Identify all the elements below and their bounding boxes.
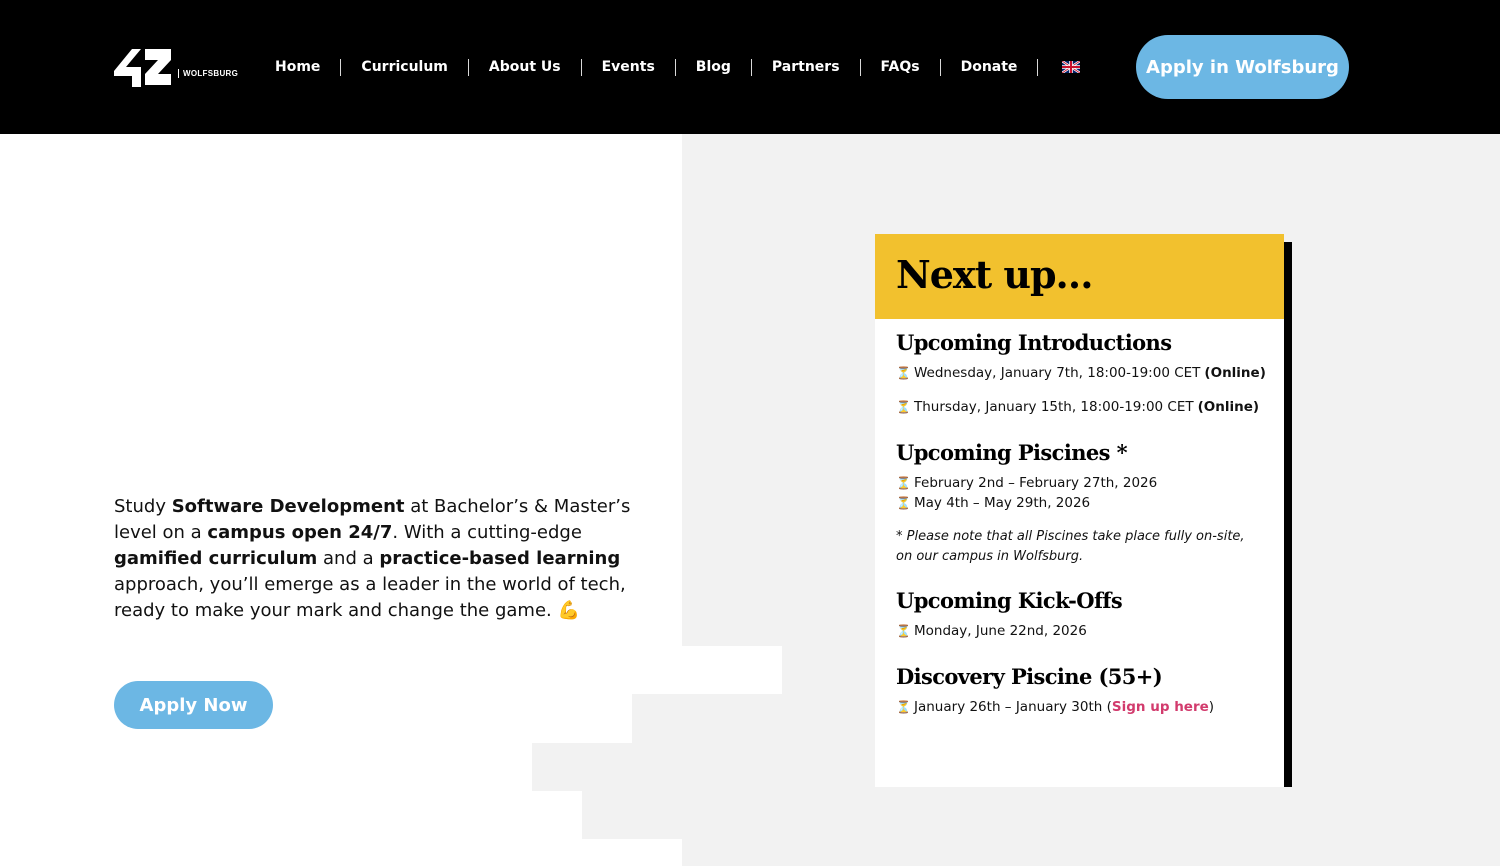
event-item: ⏳ Monday, June 22nd, 2026 xyxy=(896,623,1087,639)
event-item: ⏳ May 4th – May 29th, 2026 xyxy=(896,495,1091,511)
nav-home[interactable]: Home xyxy=(275,59,321,75)
event-item: ⏳ February 2nd – February 27th, 2026 xyxy=(896,475,1158,491)
nav-events[interactable]: Events xyxy=(601,59,655,75)
hourglass-icon: ⏳ xyxy=(896,700,911,714)
hourglass-icon: ⏳ xyxy=(896,476,911,490)
decorative-step xyxy=(632,694,682,743)
main-nav xyxy=(255,57,1100,77)
nav-about-us[interactable]: About Us xyxy=(488,59,561,75)
nav-partners[interactable]: Partners xyxy=(771,59,840,75)
card-body xyxy=(875,319,1284,717)
next-up-card xyxy=(875,234,1284,787)
nav-divider xyxy=(940,59,941,76)
site-header xyxy=(0,0,1500,134)
nav-divider xyxy=(1037,59,1038,76)
nav-divider xyxy=(468,59,469,76)
card-header xyxy=(875,234,1284,319)
intro-paragraph: Study Software Development at Bachelor’s & Master’s level on a campus open 24/7. With a cutting-edge gamified curriculum and a practice-based learning approach, you’ll emerge as a leader in the world of tech, ready to make your mark and change the game. 💪 xyxy=(114,496,631,621)
logo-location: WOLFSBURG xyxy=(178,69,238,78)
nav-divider xyxy=(581,59,582,76)
event-item: ⏳ January 26th – January 30th ( Sign up here ) xyxy=(896,699,1215,715)
event-item: ⏳ Wednesday, January 7th, 18:00-19:00 CET (Online) xyxy=(896,365,1266,381)
hourglass-icon: ⏳ xyxy=(896,400,911,414)
decorative-step xyxy=(582,791,682,839)
hourglass-icon: ⏳ xyxy=(896,496,911,510)
section-title-discovery: Discovery Piscine (55+) xyxy=(896,664,1163,689)
nav-blog[interactable]: Blog xyxy=(695,59,731,75)
nav-divider xyxy=(751,59,752,76)
section-title-kickoffs: Upcoming Kick-Offs xyxy=(896,588,1123,613)
nav-curriculum[interactable]: Curriculum xyxy=(361,59,448,75)
hourglass-icon: ⏳ xyxy=(896,366,911,380)
42-logo-icon xyxy=(114,47,172,87)
uk-flag-icon[interactable] xyxy=(1062,61,1080,73)
logo[interactable] xyxy=(114,47,238,87)
nav-divider xyxy=(340,59,341,76)
event-item: ⏳ Thursday, January 15th, 18:00-19:00 CET (Online) xyxy=(896,399,1260,415)
nav-divider xyxy=(675,59,676,76)
sign-up-link[interactable]: Sign up here xyxy=(1111,699,1209,715)
apply-in-wolfsburg-button[interactable]: Apply in Wolfsburg xyxy=(1136,35,1349,99)
decorative-step xyxy=(532,743,682,791)
nav-divider xyxy=(860,59,861,76)
hourglass-icon: ⏳ xyxy=(896,624,911,638)
decorative-step xyxy=(682,646,782,694)
piscine-note: * Please note that all Piscines take place fully on-site, on our campus in Wolfsburg. xyxy=(896,529,1245,564)
nav-donate[interactable]: Donate xyxy=(960,59,1018,75)
section-title-piscines: Upcoming Piscines * xyxy=(896,440,1127,465)
card-title: Next up… xyxy=(896,252,1093,297)
apply-now-button[interactable]: Apply Now xyxy=(114,681,273,729)
flexed-biceps-icon: 💪 xyxy=(557,600,580,621)
nav-faqs[interactable]: FAQs xyxy=(880,59,920,75)
section-title-introductions: Upcoming Introductions xyxy=(896,330,1172,355)
